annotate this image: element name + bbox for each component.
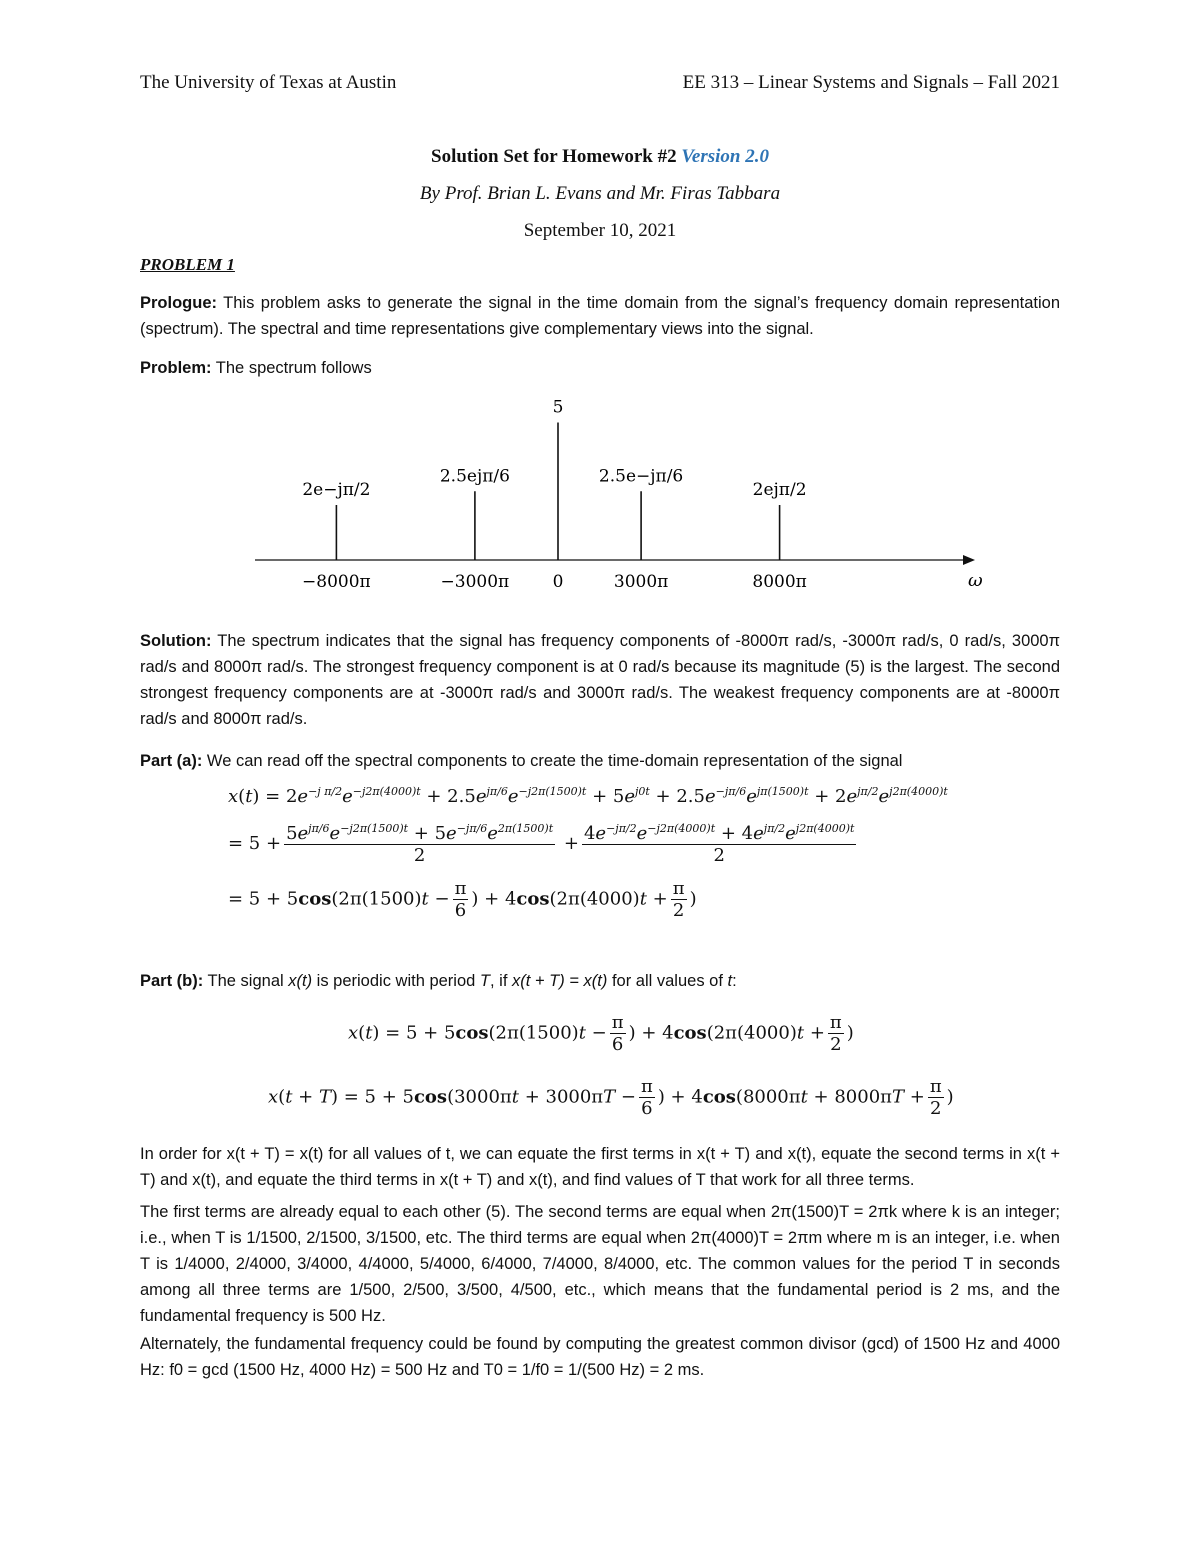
equate-paragraph: In order for x(t + T) = x(t) for all values of t, we can equate the first terms in x(t + T) and x(t), equate the second terms in x(t + T) and x(t), and equate the third terms in x(t + T) and x(t), and find values of T that work for all three terms. bbox=[140, 1145, 1060, 1189]
prologue-text: This problem asks to generate the signal in the time domain from the signal’s frequency domain representation (spectrum). The spectral and time representations give complementary views into the signal. bbox=[140, 294, 1060, 338]
equation-b-line2: x(t + T) = 5 + 5cos(3000πt + 3000πT − $\frac{\pi}{6}$ ) + 4cos(8000πt + 8000πT + $\frac{\pi}{2}$ ) bbox=[268, 1076, 954, 1119]
part-b-colon: : bbox=[732, 972, 737, 990]
frequency-tick-label: 3000π bbox=[613, 572, 669, 592]
part-b-text-4: for all values of bbox=[607, 972, 728, 990]
frequency-tick-label: 0 bbox=[552, 572, 564, 592]
problem-heading: PROBLEM 1 bbox=[140, 255, 235, 274]
amplitude-label: 2e−jπ/2 bbox=[302, 480, 371, 500]
amplitude-label: 2.5ejπ/6 bbox=[439, 466, 510, 487]
amplitude-label: 2ejπ/2 bbox=[752, 480, 807, 500]
title-version: Version 2.0 bbox=[681, 146, 769, 167]
equation-a-line2: = 5 + $\frac{5e^{j\pi/6}e^{-j2\pi(1500)t} + 5e^{-j\pi/6}e^{2\pi(1500)t}}{2}$ + $\frac{4e^{-j\pi/2}e^{-j2\pi(4000)t} + 4e^{j\pi/2}e^{j2\pi(4000)t}}{2}$ bbox=[228, 822, 855, 866]
equation-a-line3: = 5 + 5cos(2π(1500)t − $\frac{\pi}{6}$ ) + 4cos(2π(4000)t + $\frac{\pi}{2}$ ) bbox=[228, 878, 697, 921]
part-b-cond: x(t + T) = x(t) bbox=[512, 972, 608, 990]
solution-label: Solution: bbox=[140, 632, 212, 650]
part-b-paragraph bbox=[140, 968, 1060, 994]
author-byline: By Prof. Brian L. Evans and Mr. Firas Tabbara bbox=[419, 183, 781, 204]
document-title bbox=[140, 146, 1060, 168]
part-a-label: Part (a): bbox=[140, 752, 203, 770]
part-b-text-3: , if bbox=[490, 972, 513, 990]
amplitude-label: 2.5e−jπ/6 bbox=[598, 466, 684, 487]
equation-b-line1: x(t) = 5 + 5cos(2π(1500)t − $\frac{\pi}{6}$ ) + 4cos(2π(4000)t + $\frac{\pi}{2}$ ) bbox=[348, 1012, 854, 1055]
part-a-paragraph bbox=[140, 748, 1060, 774]
header-course: EE 313 – Linear Systems and Signals – Fall 2021 bbox=[682, 72, 1060, 93]
problem-label: Problem: bbox=[140, 359, 212, 377]
frequency-tick-label: 8000π bbox=[752, 572, 807, 592]
problem-paragraph bbox=[140, 355, 1060, 381]
prologue-paragraph bbox=[140, 290, 1060, 342]
terms-paragraph: The first terms are already equal to each other (5). The second terms are equal when 2π(1500)T = 2πk where k is an integer; i.e., when T is 1/1500, 2/1500, 3/1500, etc. The third terms are equal when 2π(4000)T = 2πm where m is an integer, i.e. when T is 1/4000, 2/4000, 3/4000, 4/4000, 5/4000, 6/4000, 7/4000, 8/4000, etc. The common values for the period T in seconds among all three terms are 1/500, 2/500, 3/500, 4/500, etc., which means that the fundamental period is 2 ms, and the fundamental frequency is 500 Hz. bbox=[140, 1203, 1060, 1325]
prologue-label: Prologue: bbox=[140, 294, 217, 312]
part-b-text-2: is periodic with period bbox=[312, 972, 480, 990]
document-date: September 10, 2021 bbox=[523, 220, 677, 241]
spectral-line-group bbox=[302, 398, 807, 593]
gcd-paragraph: Alternately, the fundamental frequency could be found by computing the greatest common divisor (gcd) of 1500 Hz and 4000 Hz: f0 = gcd (1500 Hz, 4000 Hz) = 500 Hz and T0 = 1/f0 = 1/(500 Hz) = 2 ms. bbox=[140, 1335, 1060, 1379]
axis-label: ω bbox=[968, 570, 983, 591]
spectrum-plot bbox=[0, 390, 1200, 600]
frequency-tick-label: −3000π bbox=[440, 572, 510, 592]
frequency-tick-label: −8000π bbox=[302, 572, 371, 592]
part-b-label: Part (b): bbox=[140, 972, 204, 990]
header-university: The University of Texas at Austin bbox=[140, 72, 397, 93]
solution-paragraph bbox=[140, 628, 1060, 732]
part-b-T: T bbox=[479, 972, 490, 990]
title-main: Solution Set for Homework #2 bbox=[431, 146, 677, 167]
part-b-xt: x(t) bbox=[288, 972, 313, 990]
problem-text: The spectrum follows bbox=[211, 359, 372, 377]
part-b-text-1: The signal bbox=[203, 972, 289, 990]
axis-arrow-icon bbox=[963, 555, 975, 565]
amplitude-label: 5 bbox=[552, 397, 564, 418]
solution-text: The spectrum indicates that the signal has frequency components of -8000π rad/s, -3000π rad/s, 0 rad/s, 3000π rad/s and 8000π rad/s. The strongest frequency component is at 0 rad/s because its magnitude (5) is the largest. The second strongest frequency components are at -3000π rad/s and 3000π rad/s. The weakest frequency components are at -8000π rad/s and 8000π rad/s. bbox=[140, 632, 1060, 728]
part-b-t: t bbox=[727, 972, 733, 990]
part-a-text: We can read off the spectral components to create the time-domain representation of the signal bbox=[202, 752, 903, 770]
equation-a-line1: $x(t) = 2e^{-j \pi/2}e^{-j2\pi(4000)t} + 2.5e^{j\pi/6}e^{-j2\pi(1500)t} + 5e^{j0t} + 2.5e^{-j\pi/6}e^{j\pi(1500)t} + 2e^{j\pi/2}e^{j2\pi(4000)t}$ bbox=[228, 785, 948, 807]
